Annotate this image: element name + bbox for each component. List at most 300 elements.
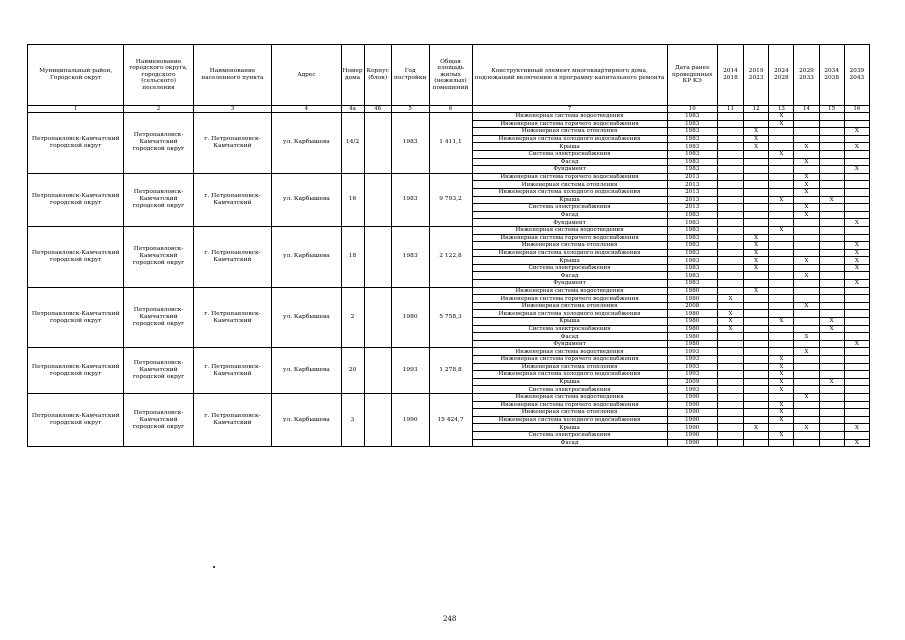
period-mark-cell: X [769,371,794,379]
element-cell: Инженерная система водоотведения [472,287,667,295]
element-cell: Крыша [472,378,667,386]
col-num: 5 [391,106,429,113]
period-mark-cell [794,409,819,417]
prior-repair-date-cell: 1993 [667,348,717,356]
address-cell: ул. Карбышева [272,226,341,287]
period-mark-cell [819,113,844,121]
period-mark-cell [744,181,769,189]
settlement-cell: Петропавловск-Камчатский городской округ [124,226,193,287]
period-mark-cell [794,356,819,364]
house-number-cell: 20 [341,348,364,394]
prior-repair-date-cell: 2013 [667,196,717,204]
period-mark-cell: X [769,196,794,204]
period-mark-cell [794,166,819,174]
period-mark-cell: X [769,386,794,394]
period-mark-cell: X [769,120,794,128]
period-mark-cell [819,348,844,356]
table-row [28,393,870,401]
period-mark-cell [844,188,869,196]
stray-dot [213,566,215,568]
element-cell: Система электроснабжения [472,386,667,394]
year-built-cell: 1990 [391,393,429,446]
period-mark-cell [844,348,869,356]
period-mark-cell [844,234,869,242]
header-locality: Наименование населенного пункта [193,45,272,106]
period-mark-cell: X [794,211,819,219]
period-mark-cell [844,333,869,341]
period-mark-cell [769,333,794,341]
period-mark-cell [819,333,844,341]
header-period-2014: 2014 2018 [717,45,743,106]
element-cell: Инженерная система отопления [472,128,667,136]
header-settlement: Наименование городского округа, городского (сельского) поселения [124,45,193,106]
prior-repair-date-cell: 1990 [667,401,717,409]
settlement-cell: Петропавловск-Камчатский городской округ [124,348,193,394]
element-cell: Инженерная система холодного водоснабжения [472,188,667,196]
period-mark-cell: X [794,393,819,401]
house-number-cell: 14/2 [341,113,364,174]
period-mark-cell: X [844,264,869,272]
period-mark-cell: X [769,431,794,439]
header-house-number: Номер дома [341,45,364,106]
period-mark-cell [819,166,844,174]
prior-repair-date-cell: 1990 [667,431,717,439]
element-cell: Инженерная система горячего водоснабжения [472,356,667,364]
element-cell: Крыша [472,424,667,432]
prior-repair-date-cell: 1983 [667,135,717,143]
period-mark-cell [769,135,794,143]
period-mark-cell [744,166,769,174]
period-mark-cell [844,135,869,143]
period-mark-cell [769,128,794,136]
col-num: 6 [429,106,472,113]
prior-repair-date-cell: 1980 [667,325,717,333]
element-cell: Инженерная система холодного водоснабжения [472,371,667,379]
period-mark-cell [717,363,743,371]
period-mark-cell: X [744,234,769,242]
header-year: Год постройки [391,45,429,106]
page-number: 248 [443,615,457,623]
col-num: 2 [124,106,193,113]
col-num: 12 [744,106,769,113]
house-number-cell: 2 [341,287,364,348]
period-mark-cell [794,325,819,333]
period-mark-cell [844,393,869,401]
period-mark-cell [717,371,743,379]
period-mark-cell [717,287,743,295]
period-mark-cell [744,219,769,227]
period-mark-cell [844,196,869,204]
period-mark-cell [769,264,794,272]
period-mark-cell: X [794,204,819,212]
period-mark-cell [717,431,743,439]
period-mark-cell [844,113,869,121]
period-mark-cell [744,113,769,121]
period-mark-cell [819,128,844,136]
period-mark-cell [744,272,769,280]
period-mark-cell [819,181,844,189]
header-prior-date: Дата ранее проведенных КР КЭ [667,45,717,106]
period-mark-cell [717,196,743,204]
period-mark-cell [717,249,743,257]
period-mark-cell: X [844,280,869,288]
prior-repair-date-cell: 2013 [667,181,717,189]
area-cell: 2 122,8 [429,226,472,287]
period-mark-cell: X [794,333,819,341]
period-mark-cell [769,242,794,250]
address-cell: ул. Карбышева [272,287,341,348]
prior-repair-date-cell: 1993 [667,356,717,364]
col-num: 4 [272,106,341,113]
period-mark-cell [717,143,743,151]
element-cell: Инженерная система горячего водоснабжения [472,120,667,128]
table-row [28,113,870,121]
period-mark-cell [844,204,869,212]
period-mark-cell: X [794,158,819,166]
period-mark-cell [717,272,743,280]
locality-cell: г. Петропавловск-Камчатский [193,393,272,446]
prior-repair-date-cell: 1983 [667,219,717,227]
period-mark-cell [769,310,794,318]
period-mark-cell [769,234,794,242]
period-mark-cell [717,356,743,364]
period-mark-cell [744,416,769,424]
period-mark-cell [744,280,769,288]
period-mark-cell [844,120,869,128]
period-mark-cell: X [744,424,769,432]
period-mark-cell: X [769,226,794,234]
header-block: Корпус (блок) [364,45,391,106]
period-mark-cell: X [794,181,819,189]
prior-repair-date-cell: 2008 [667,302,717,310]
period-mark-cell [794,150,819,158]
prior-repair-date-cell: 2013 [667,173,717,181]
period-mark-cell [717,120,743,128]
district-cell: Петропавловск-Камчатский городской округ [28,348,124,394]
settlement-cell: Петропавловск-Камчатский городской округ [124,393,193,446]
period-mark-cell: X [769,113,794,121]
address-cell: ул. Карбышева [272,348,341,394]
period-mark-cell [819,272,844,280]
element-cell: Инженерная система водоотведения [472,226,667,234]
period-mark-cell [769,173,794,181]
col-num: 4а [341,106,364,113]
period-mark-cell [717,393,743,401]
element-cell: Система электроснабжения [472,431,667,439]
district-cell: Петропавловск-Камчатский городской округ [28,393,124,446]
period-mark-cell [819,431,844,439]
period-mark-cell [717,234,743,242]
period-mark-cell [844,318,869,326]
prior-repair-date-cell: 1983 [667,120,717,128]
period-mark-cell [769,439,794,447]
period-mark-cell [819,173,844,181]
prior-repair-date-cell: 1990 [667,416,717,424]
period-mark-cell [717,173,743,181]
period-mark-cell [717,333,743,341]
period-mark-cell [744,204,769,212]
prior-repair-date-cell: 1983 [667,249,717,257]
element-cell: Система электроснабжения [472,264,667,272]
prior-repair-date-cell: 1983 [667,264,717,272]
period-mark-cell [819,363,844,371]
period-mark-cell: X [794,143,819,151]
col-num: 15 [819,106,844,113]
period-mark-cell [744,196,769,204]
period-mark-cell: X [844,249,869,257]
prior-repair-date-cell: 1983 [667,242,717,250]
address-cell: ул. Карбышева [272,173,341,226]
period-mark-cell: X [794,188,819,196]
element-cell: Фасад [472,158,667,166]
block-cell [364,348,391,394]
period-mark-cell [819,150,844,158]
period-mark-cell [844,181,869,189]
period-mark-cell [819,257,844,265]
period-mark-cell [717,166,743,174]
header-address: Адрес [272,45,341,106]
period-mark-cell [744,401,769,409]
prior-repair-date-cell: 2013 [667,204,717,212]
period-mark-cell [744,371,769,379]
period-mark-cell [769,424,794,432]
period-mark-cell [794,340,819,348]
prior-repair-date-cell: 1990 [667,409,717,417]
period-mark-cell [819,439,844,447]
prior-repair-date-cell: 1983 [667,166,717,174]
period-mark-cell [769,287,794,295]
period-mark-cell [819,211,844,219]
period-mark-cell [819,295,844,303]
period-mark-cell [769,143,794,151]
period-mark-cell [717,401,743,409]
period-mark-cell: X [744,143,769,151]
period-mark-cell [769,181,794,189]
element-cell: Крыша [472,196,667,204]
period-mark-cell: X [794,257,819,265]
period-mark-cell [794,310,819,318]
element-cell: Фундамент [472,219,667,227]
period-mark-cell [794,249,819,257]
period-mark-cell [744,211,769,219]
period-mark-cell: X [844,424,869,432]
period-mark-cell [794,135,819,143]
period-mark-cell [717,128,743,136]
col-num: 3 [193,106,272,113]
period-mark-cell [744,188,769,196]
block-cell [364,113,391,174]
period-mark-cell [844,356,869,364]
period-mark-cell [844,363,869,371]
block-cell [364,287,391,348]
element-cell: Фундамент [472,166,667,174]
period-mark-cell [819,409,844,417]
period-mark-cell [717,416,743,424]
column-number-row [28,106,870,113]
period-mark-cell [717,280,743,288]
period-mark-cell [844,173,869,181]
period-mark-cell [717,348,743,356]
period-mark-cell [844,431,869,439]
period-mark-cell [844,371,869,379]
capital-repair-table [27,44,870,447]
period-mark-cell [744,439,769,447]
element-cell: Фундамент [472,280,667,288]
period-mark-cell [744,226,769,234]
period-mark-cell [769,340,794,348]
period-mark-cell [844,310,869,318]
period-mark-cell [744,356,769,364]
period-mark-cell [744,120,769,128]
period-mark-cell [819,401,844,409]
period-mark-cell [819,287,844,295]
period-mark-cell: X [744,242,769,250]
period-mark-cell [744,363,769,371]
period-mark-cell [794,242,819,250]
header-period-2024: 2024 2028 [769,45,794,106]
period-mark-cell [744,158,769,166]
period-mark-cell: X [744,249,769,257]
col-num: 4б [364,106,391,113]
period-mark-cell: X [844,219,869,227]
prior-repair-date-cell: 2009 [667,378,717,386]
prior-repair-date-cell: 1980 [667,310,717,318]
header-row [28,45,870,106]
element-cell: Инженерная система водоотведения [472,113,667,121]
prior-repair-date-cell: 1993 [667,386,717,394]
period-mark-cell [794,219,819,227]
header-period-2039: 2039 2043 [844,45,869,106]
period-mark-cell: X [794,424,819,432]
period-mark-cell [769,295,794,303]
period-mark-cell [717,181,743,189]
period-mark-cell: X [769,401,794,409]
prior-repair-date-cell: 1980 [667,295,717,303]
period-mark-cell [769,348,794,356]
period-mark-cell [819,340,844,348]
period-mark-cell [717,439,743,447]
period-mark-cell [794,264,819,272]
prior-repair-date-cell: 1983 [667,226,717,234]
element-cell: Фасад [472,439,667,447]
district-cell: Петропавловск-Камчатский городской округ [28,226,124,287]
period-mark-cell [744,173,769,181]
period-mark-cell [717,135,743,143]
col-num: 11 [717,106,743,113]
period-mark-cell [717,113,743,121]
period-mark-cell [794,363,819,371]
prior-repair-date-cell: 1983 [667,113,717,121]
period-mark-cell [844,211,869,219]
table-row [28,348,870,356]
element-cell: Инженерная система горячего водоснабжения [472,401,667,409]
period-mark-cell [819,242,844,250]
period-mark-cell [819,234,844,242]
locality-cell: г. Петропавловск-Камчатский [193,113,272,174]
col-num: 16 [844,106,869,113]
period-mark-cell [769,211,794,219]
period-mark-cell [794,318,819,326]
period-mark-cell [844,386,869,394]
period-mark-cell [819,416,844,424]
prior-repair-date-cell: 1983 [667,150,717,158]
period-mark-cell [844,150,869,158]
house-number-cell: 16 [341,173,364,226]
period-mark-cell [819,310,844,318]
block-cell [364,226,391,287]
period-mark-cell: X [717,295,743,303]
period-mark-cell: X [744,128,769,136]
period-mark-cell [744,386,769,394]
period-mark-cell [769,188,794,196]
period-mark-cell [794,416,819,424]
period-mark-cell [794,128,819,136]
element-cell: Инженерная система отопления [472,242,667,250]
header-period-2029: 2029 2033 [794,45,819,106]
period-mark-cell [819,120,844,128]
period-mark-cell [769,249,794,257]
period-mark-cell [794,295,819,303]
col-num: 14 [794,106,819,113]
block-cell [364,173,391,226]
period-mark-cell [744,318,769,326]
prior-repair-date-cell: 1980 [667,333,717,341]
period-mark-cell [717,150,743,158]
period-mark-cell [819,302,844,310]
element-cell: Система электроснабжения [472,204,667,212]
prior-repair-date-cell: 1983 [667,280,717,288]
period-mark-cell [819,371,844,379]
district-cell: Петропавловск-Камчатский городской округ [28,113,124,174]
district-cell: Петропавловск-Камчатский городской округ [28,287,124,348]
element-cell: Система электроснабжения [472,150,667,158]
prior-repair-date-cell: 1983 [667,272,717,280]
prior-repair-date-cell: 1983 [667,211,717,219]
header-element: Конструктивный элемент многоквартирного дома, подлежащий включению в программу капитального ремонта [472,45,667,106]
period-mark-cell [769,325,794,333]
period-mark-cell: X [744,135,769,143]
year-built-cell: 1980 [391,287,429,348]
period-mark-cell [819,226,844,234]
period-mark-cell [844,401,869,409]
period-mark-cell [794,234,819,242]
period-mark-cell [769,272,794,280]
element-cell: Инженерная система холодного водоснабжения [472,249,667,257]
element-cell: Фасад [472,333,667,341]
period-mark-cell [794,120,819,128]
period-mark-cell [794,280,819,288]
col-num: 13 [769,106,794,113]
block-cell [364,393,391,446]
area-cell: 9 793,2 [429,173,472,226]
period-mark-cell [744,150,769,158]
period-mark-cell [717,226,743,234]
period-mark-cell [794,113,819,121]
settlement-cell: Петропавловск-Камчатский городской округ [124,113,193,174]
period-mark-cell: X [769,356,794,364]
period-mark-cell [794,196,819,204]
period-mark-cell [717,378,743,386]
address-cell: ул. Карбышева [272,393,341,446]
period-mark-cell: X [794,302,819,310]
period-mark-cell [819,204,844,212]
period-mark-cell [844,409,869,417]
period-mark-cell [744,340,769,348]
element-cell: Инженерная система холодного водоснабжения [472,416,667,424]
period-mark-cell [744,325,769,333]
element-cell: Инженерная система отопления [472,181,667,189]
period-mark-cell [717,242,743,250]
